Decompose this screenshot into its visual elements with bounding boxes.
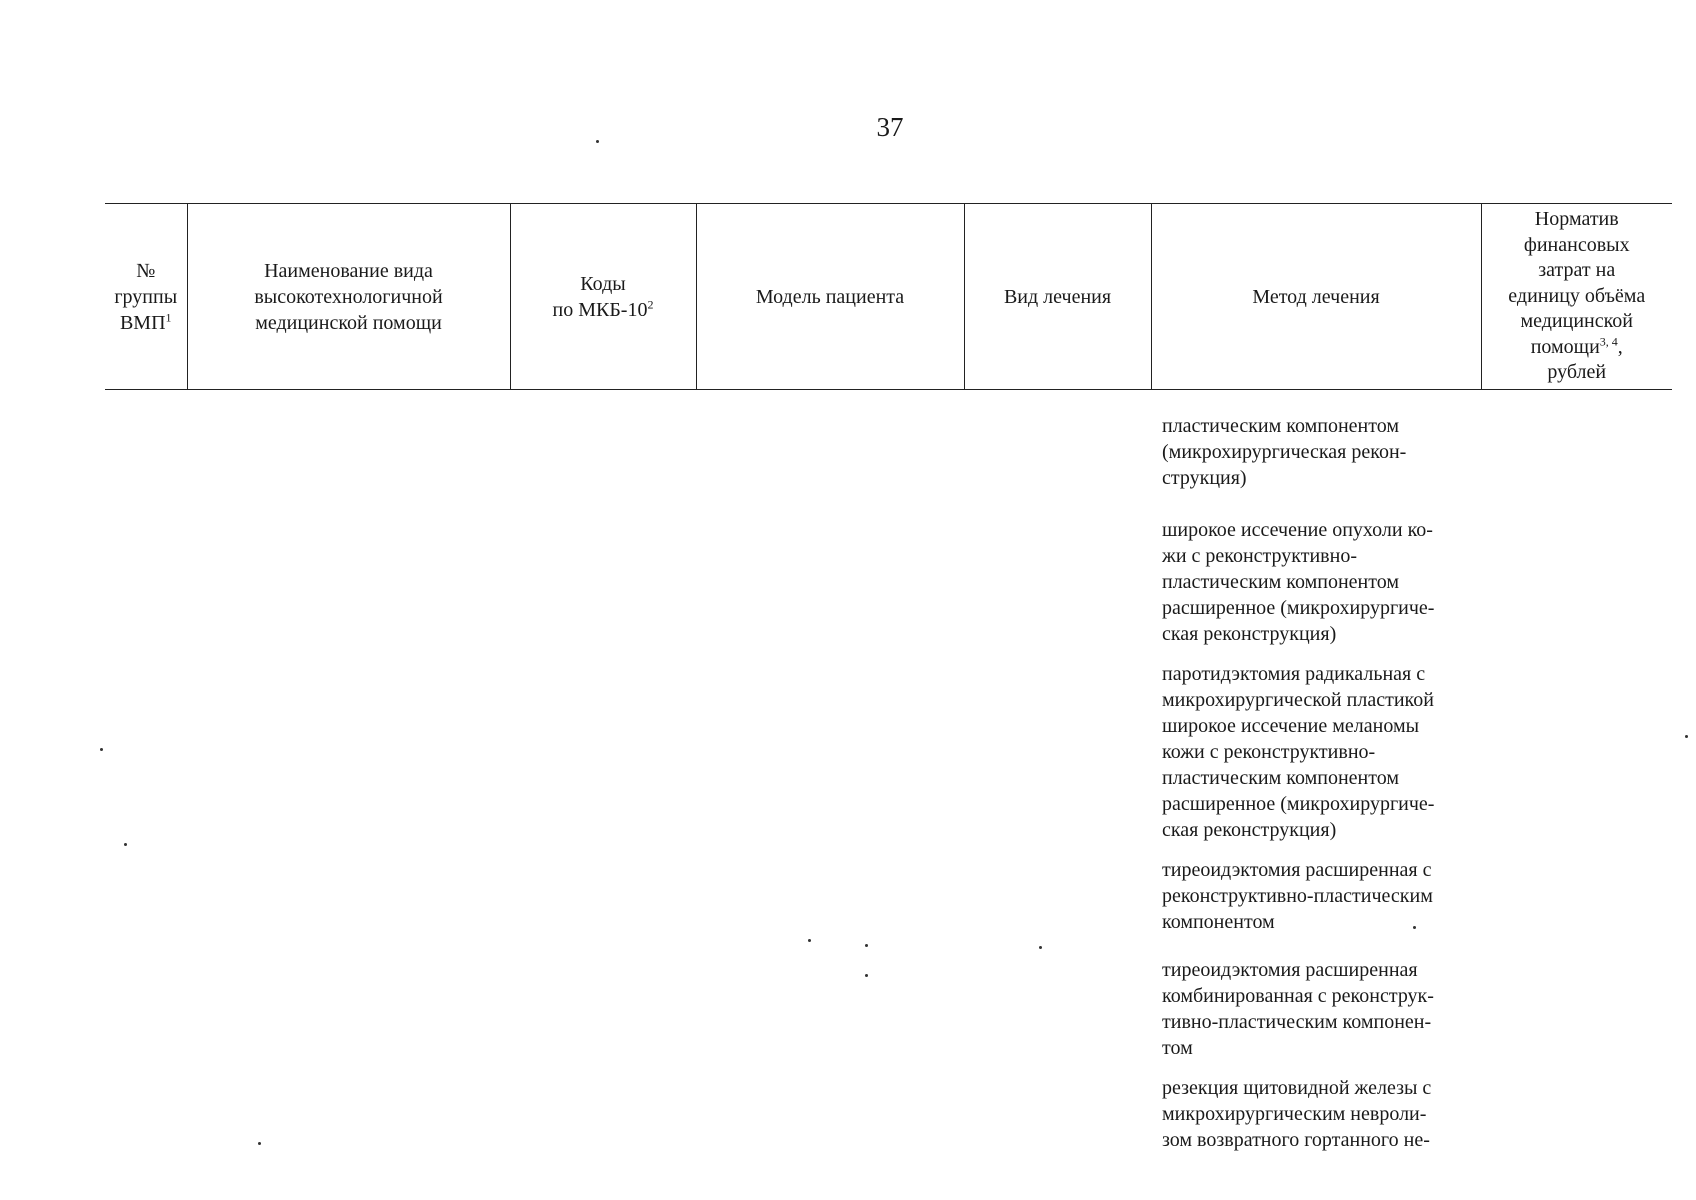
- footnote-2: 2: [647, 296, 654, 311]
- treatment-method-list: [1162, 413, 1480, 1167]
- header-group-number: [105, 204, 187, 390]
- scan-speck: [865, 974, 868, 977]
- footnote-3-4: 3, 4: [1599, 334, 1618, 349]
- scan-speck: [596, 140, 599, 143]
- header-cost-standard-text: Норматив финансовых затрат на единицу объёма медицинской помощи: [1508, 208, 1646, 358]
- method-item: пластическим компонентом (микрохирургическая рекон- струкция): [1162, 415, 1407, 489]
- method-item: тиреоидэктомия расширенная с реконструктивно-пластическим компонентом: [1162, 859, 1433, 933]
- scan-speck: [1039, 946, 1042, 949]
- header-treatment-method: Метод лечения: [1151, 204, 1481, 390]
- scan-speck: [1413, 926, 1416, 929]
- scan-speck: [124, 843, 127, 846]
- footnote-1: 1: [165, 309, 172, 324]
- header-cost-standard: [1481, 204, 1672, 390]
- scan-speck: [808, 939, 811, 942]
- header-group-number-text: № группы ВМП: [114, 259, 178, 334]
- scan-speck: [1685, 735, 1688, 738]
- table-header: [105, 203, 1672, 390]
- scan-speck: [865, 944, 868, 947]
- page-number: 37: [876, 112, 904, 142]
- header-treatment-type: Вид лечения: [964, 204, 1151, 390]
- method-item: тиреоидэктомия расширенная комбинированная с реконструк- тивно-пластическим компонен- том: [1162, 959, 1434, 1059]
- method-item: резекция щитовидной железы с микрохирургическим невроли- зом возвратного гортанного не-: [1162, 1077, 1432, 1151]
- header-icd-codes-text: Коды по МКБ-10: [552, 272, 648, 321]
- header-patient-model: Модель пациента: [696, 204, 964, 390]
- method-item: широкое иссечение опухоли ко- жи с реконструктивно- пластическим компонентом расширенное (микрохирургиче- ская реконструкция): [1162, 519, 1435, 645]
- scan-speck: [100, 748, 103, 751]
- header-icd-codes: [510, 204, 696, 390]
- scan-speck: [258, 1142, 261, 1145]
- method-item: паротидэктомия радикальная с микрохирургической пластикой широкое иссечение меланомы кожи с реконструктивно- пластическим компонентом расширенное (микрохирургиче- ская реконструкция): [1162, 663, 1435, 841]
- header-cost-standard-unit: , рублей: [1547, 335, 1623, 384]
- header-care-type-name: Наименование вида высокотехнологичной медицинской помощи: [187, 204, 510, 390]
